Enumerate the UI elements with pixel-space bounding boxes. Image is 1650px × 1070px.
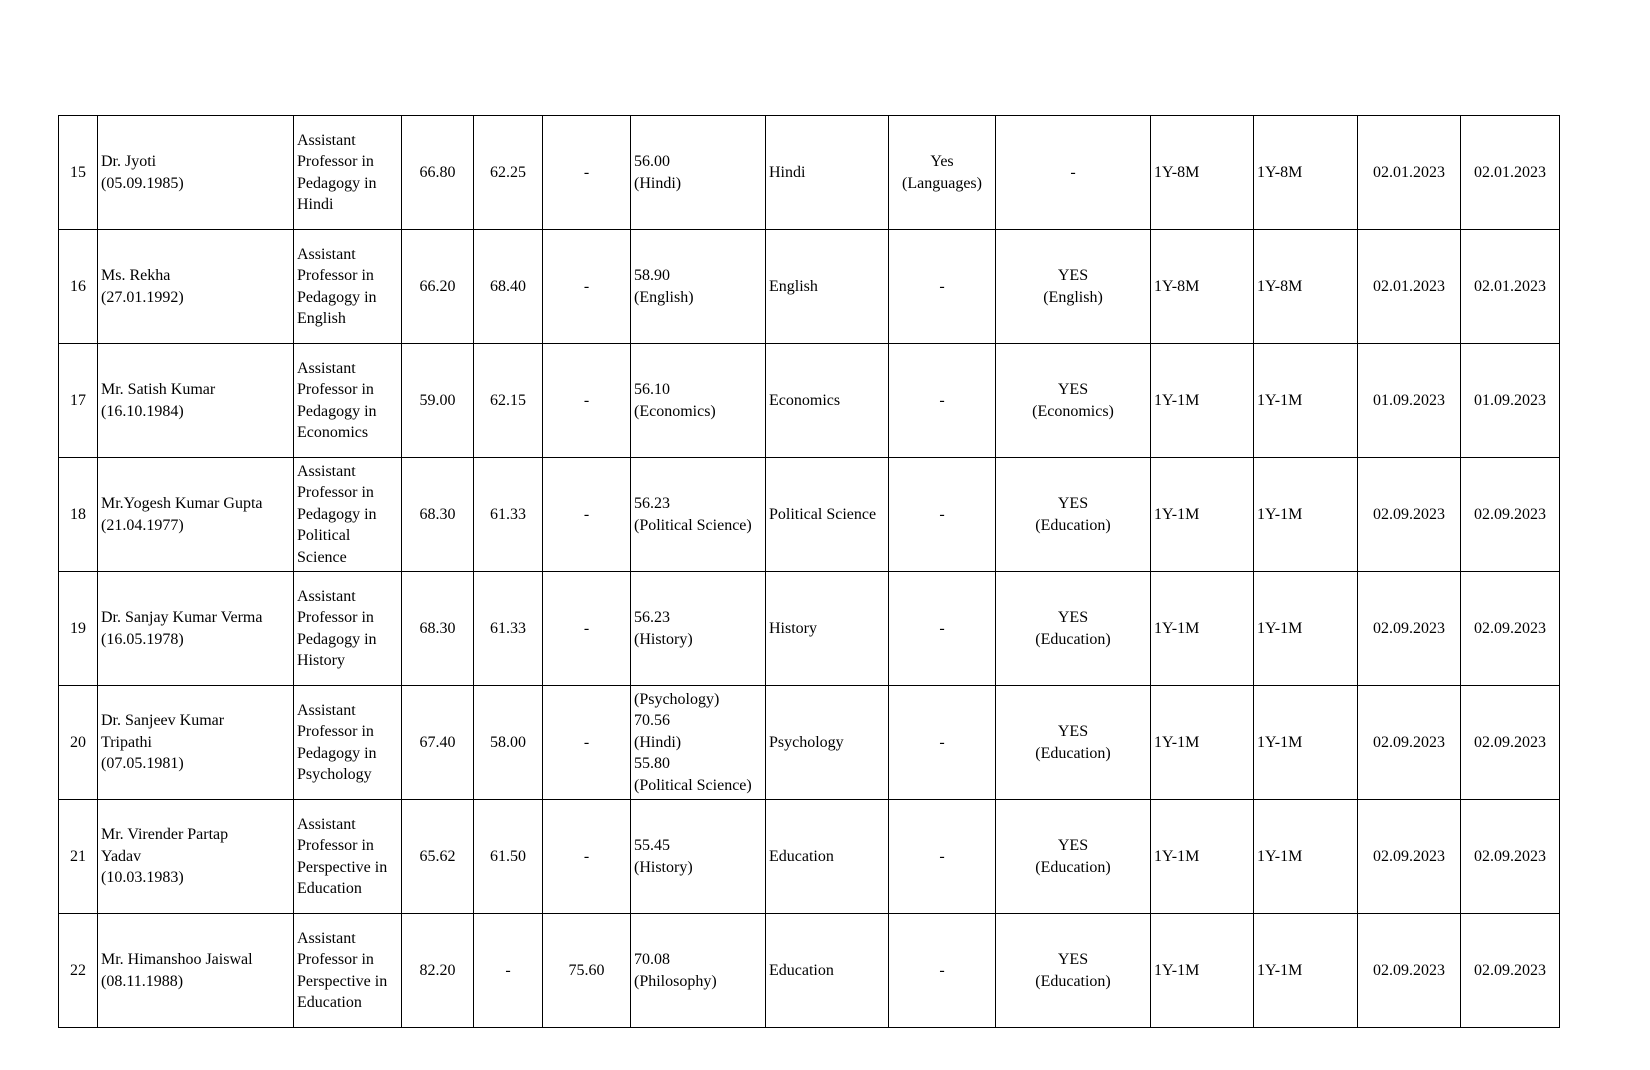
score-b-cell: - bbox=[474, 914, 543, 1028]
score-a-cell: 59.00 bbox=[402, 344, 474, 458]
experience-2-cell: 1Y-1M bbox=[1254, 686, 1358, 800]
date-2-cell: 02.09.2023 bbox=[1461, 914, 1560, 1028]
net-languages-cell: - bbox=[889, 572, 996, 686]
table-row bbox=[59, 800, 1560, 914]
net-languages-cell: Yes (Languages) bbox=[889, 116, 996, 230]
table-row bbox=[59, 116, 1560, 230]
candidate-name-cell: Mr. Himanshoo Jaiswal (08.11.1988) bbox=[98, 914, 294, 1028]
subject-cell: Psychology bbox=[766, 686, 889, 800]
date-1-cell: 02.01.2023 bbox=[1358, 116, 1461, 230]
experience-1-cell: 1Y-1M bbox=[1151, 572, 1254, 686]
net-subject-cell: YES (Education) bbox=[996, 800, 1151, 914]
score-c-cell: - bbox=[543, 686, 631, 800]
date-2-cell: 02.01.2023 bbox=[1461, 230, 1560, 344]
score-b-cell: 61.33 bbox=[474, 458, 543, 572]
experience-2-cell: 1Y-8M bbox=[1254, 230, 1358, 344]
score-a-cell: 68.30 bbox=[402, 572, 474, 686]
net-languages-cell: - bbox=[889, 230, 996, 344]
score-d-cell: 56.00 (Hindi) bbox=[631, 116, 766, 230]
score-b-cell: 68.40 bbox=[474, 230, 543, 344]
candidate-name-cell: Dr. Jyoti (05.09.1985) bbox=[98, 116, 294, 230]
experience-1-cell: 1Y-1M bbox=[1151, 344, 1254, 458]
score-c-cell: - bbox=[543, 230, 631, 344]
score-c-cell: - bbox=[543, 344, 631, 458]
serial-number-cell: 22 bbox=[59, 914, 98, 1028]
post-cell: Assistant Professor in Pedagogy in History bbox=[294, 572, 402, 686]
table-row bbox=[59, 914, 1560, 1028]
score-c-cell: - bbox=[543, 116, 631, 230]
serial-number-cell: 15 bbox=[59, 116, 98, 230]
score-d-cell: (Psychology) 70.56 (Hindi) 55.80 (Political Science) bbox=[631, 686, 766, 800]
post-cell: Assistant Professor in Pedagogy in Political Science bbox=[294, 458, 402, 572]
score-d-cell: 58.90 (English) bbox=[631, 230, 766, 344]
score-c-cell: - bbox=[543, 800, 631, 914]
subject-cell: Political Science bbox=[766, 458, 889, 572]
date-2-cell: 02.09.2023 bbox=[1461, 800, 1560, 914]
net-subject-cell: YES (English) bbox=[996, 230, 1151, 344]
table-row bbox=[59, 230, 1560, 344]
candidate-name-cell: Dr. Sanjay Kumar Verma (16.05.1978) bbox=[98, 572, 294, 686]
date-2-cell: 02.01.2023 bbox=[1461, 116, 1560, 230]
post-cell: Assistant Professor in Pedagogy in English bbox=[294, 230, 402, 344]
subject-cell: Education bbox=[766, 800, 889, 914]
score-a-cell: 82.20 bbox=[402, 914, 474, 1028]
subject-cell: Economics bbox=[766, 344, 889, 458]
serial-number-cell: 16 bbox=[59, 230, 98, 344]
post-cell: Assistant Professor in Perspective in Education bbox=[294, 914, 402, 1028]
experience-1-cell: 1Y-1M bbox=[1151, 914, 1254, 1028]
candidate-name-cell: Ms. Rekha (27.01.1992) bbox=[98, 230, 294, 344]
experience-2-cell: 1Y-1M bbox=[1254, 344, 1358, 458]
candidate-name-cell: Mr.Yogesh Kumar Gupta (21.04.1977) bbox=[98, 458, 294, 572]
experience-1-cell: 1Y-1M bbox=[1151, 800, 1254, 914]
experience-2-cell: 1Y-1M bbox=[1254, 458, 1358, 572]
net-subject-cell: YES (Economics) bbox=[996, 344, 1151, 458]
table-body bbox=[59, 116, 1560, 1028]
net-languages-cell: - bbox=[889, 458, 996, 572]
score-d-cell: 56.10 (Economics) bbox=[631, 344, 766, 458]
score-d-cell: 55.45 (History) bbox=[631, 800, 766, 914]
net-languages-cell: - bbox=[889, 686, 996, 800]
net-subject-cell: YES (Education) bbox=[996, 572, 1151, 686]
date-1-cell: 02.09.2023 bbox=[1358, 914, 1461, 1028]
score-b-cell: 61.33 bbox=[474, 572, 543, 686]
score-a-cell: 67.40 bbox=[402, 686, 474, 800]
score-d-cell: 56.23 (Political Science) bbox=[631, 458, 766, 572]
subject-cell: History bbox=[766, 572, 889, 686]
experience-2-cell: 1Y-8M bbox=[1254, 116, 1358, 230]
date-1-cell: 02.09.2023 bbox=[1358, 458, 1461, 572]
net-languages-cell: - bbox=[889, 800, 996, 914]
date-1-cell: 01.09.2023 bbox=[1358, 344, 1461, 458]
score-a-cell: 66.20 bbox=[402, 230, 474, 344]
score-b-cell: 58.00 bbox=[474, 686, 543, 800]
candidate-name-cell: Dr. Sanjeev Kumar Tripathi (07.05.1981) bbox=[98, 686, 294, 800]
serial-number-cell: 17 bbox=[59, 344, 98, 458]
date-1-cell: 02.09.2023 bbox=[1358, 572, 1461, 686]
score-c-cell: - bbox=[543, 458, 631, 572]
date-2-cell: 02.09.2023 bbox=[1461, 686, 1560, 800]
table-row bbox=[59, 572, 1560, 686]
score-c-cell: 75.60 bbox=[543, 914, 631, 1028]
table-row bbox=[59, 458, 1560, 572]
net-subject-cell: YES (Education) bbox=[996, 686, 1151, 800]
experience-1-cell: 1Y-8M bbox=[1151, 116, 1254, 230]
table-row bbox=[59, 344, 1560, 458]
net-subject-cell: YES (Education) bbox=[996, 914, 1151, 1028]
score-a-cell: 66.80 bbox=[402, 116, 474, 230]
score-d-cell: 56.23 (History) bbox=[631, 572, 766, 686]
experience-1-cell: 1Y-1M bbox=[1151, 686, 1254, 800]
post-cell: Assistant Professor in Perspective in Education bbox=[294, 800, 402, 914]
post-cell: Assistant Professor in Pedagogy in Hindi bbox=[294, 116, 402, 230]
score-b-cell: 61.50 bbox=[474, 800, 543, 914]
date-2-cell: 02.09.2023 bbox=[1461, 458, 1560, 572]
serial-number-cell: 20 bbox=[59, 686, 98, 800]
experience-1-cell: 1Y-8M bbox=[1151, 230, 1254, 344]
faculty-table bbox=[58, 115, 1560, 1028]
experience-2-cell: 1Y-1M bbox=[1254, 800, 1358, 914]
serial-number-cell: 21 bbox=[59, 800, 98, 914]
subject-cell: English bbox=[766, 230, 889, 344]
date-1-cell: 02.09.2023 bbox=[1358, 686, 1461, 800]
score-a-cell: 65.62 bbox=[402, 800, 474, 914]
serial-number-cell: 19 bbox=[59, 572, 98, 686]
net-languages-cell: - bbox=[889, 914, 996, 1028]
net-subject-cell: YES (Education) bbox=[996, 458, 1151, 572]
post-cell: Assistant Professor in Pedagogy in Psychology bbox=[294, 686, 402, 800]
score-b-cell: 62.15 bbox=[474, 344, 543, 458]
subject-cell: Education bbox=[766, 914, 889, 1028]
date-2-cell: 02.09.2023 bbox=[1461, 572, 1560, 686]
serial-number-cell: 18 bbox=[59, 458, 98, 572]
experience-2-cell: 1Y-1M bbox=[1254, 914, 1358, 1028]
score-a-cell: 68.30 bbox=[402, 458, 474, 572]
candidate-name-cell: Mr. Virender Partap Yadav (10.03.1983) bbox=[98, 800, 294, 914]
date-1-cell: 02.01.2023 bbox=[1358, 230, 1461, 344]
date-1-cell: 02.09.2023 bbox=[1358, 800, 1461, 914]
candidate-name-cell: Mr. Satish Kumar (16.10.1984) bbox=[98, 344, 294, 458]
date-2-cell: 01.09.2023 bbox=[1461, 344, 1560, 458]
post-cell: Assistant Professor in Pedagogy in Economics bbox=[294, 344, 402, 458]
net-subject-cell: - bbox=[996, 116, 1151, 230]
score-d-cell: 70.08 (Philosophy) bbox=[631, 914, 766, 1028]
subject-cell: Hindi bbox=[766, 116, 889, 230]
experience-1-cell: 1Y-1M bbox=[1151, 458, 1254, 572]
table-row bbox=[59, 686, 1560, 800]
experience-2-cell: 1Y-1M bbox=[1254, 572, 1358, 686]
score-c-cell: - bbox=[543, 572, 631, 686]
net-languages-cell: - bbox=[889, 344, 996, 458]
score-b-cell: 62.25 bbox=[474, 116, 543, 230]
